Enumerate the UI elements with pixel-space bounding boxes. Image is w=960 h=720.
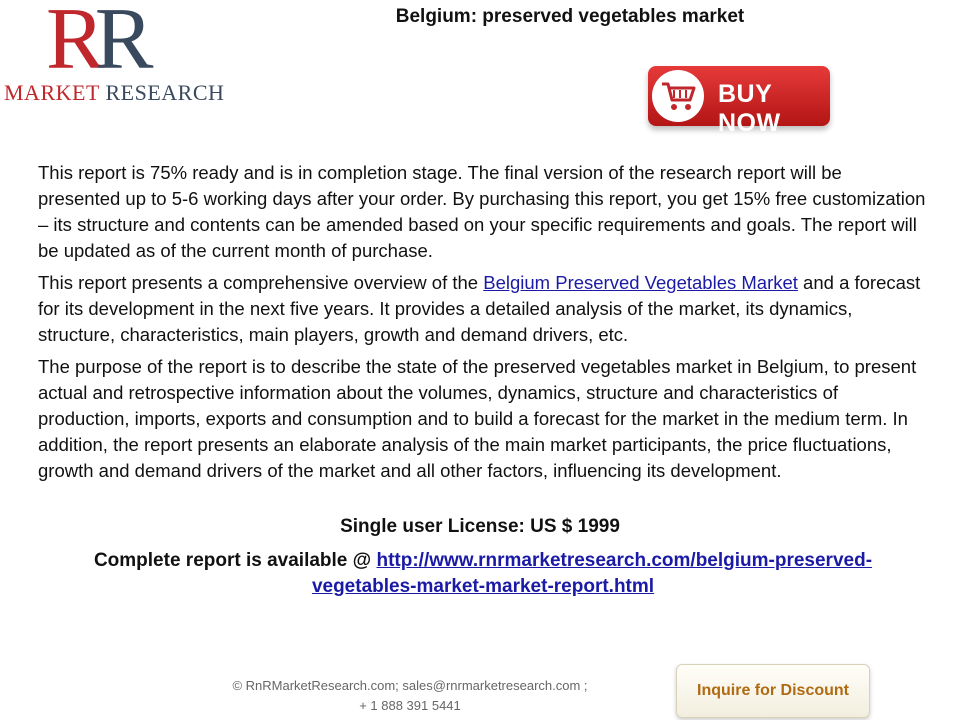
overview-text-start: This report presents a comprehensive overview of the xyxy=(38,272,484,293)
paragraph-overview xyxy=(38,270,928,348)
logo-letter-blue: R xyxy=(94,0,144,88)
paragraph-purpose: The purpose of the report is to describe the state of the preserved vegetables market in Belgium, to present actual and retrospective information about the volumes, dynamics, structure and characteristics of production, imports, exports and consumption and to build a forecast for the market in the medium term. In addition, the report presents an elaborate analysis of the main market participants, the price fluctuations, growth and demand drivers of the market and all other factors, influencing its development. xyxy=(38,356,917,481)
license-price: Single user License: US $ 1999 xyxy=(340,516,620,537)
footer-phone: + 1 888 391 5441 xyxy=(359,698,461,713)
report-url-link[interactable]: http://www.rnrmarketresearch.com/belgium-preserved-vegetables-market-market-report.html xyxy=(311,550,873,597)
inquire-discount-button[interactable]: Inquire for Discount xyxy=(676,664,870,718)
complete-report-label: Complete report is available @ xyxy=(93,550,377,571)
paragraph-readiness: This report is 75% ready and is in completion stage. The final version of the research report will be presented up to 5-6 working days after your order. By purchasing this report, you get 15% free customization – its structure and contents can be amended based on your specific requirements and goals. The report will be updated as of the current month of purchase. xyxy=(38,162,926,261)
buy-now-label: BUY NOW xyxy=(718,80,781,137)
overview-text-end: and a forecast for its development in the next five years. It provides a detailed analysis of the market, its dynamics, structure, characteristics, main players, growth and demand drivers, etc. xyxy=(38,272,921,345)
logo-wordmark xyxy=(4,80,224,106)
buy-now-button[interactable] xyxy=(648,66,830,137)
logo-letter-red: R xyxy=(46,0,95,88)
report-description xyxy=(38,160,928,490)
logo-market: MARKET xyxy=(4,80,100,105)
market-link[interactable]: Belgium Preserved Vegetables Market xyxy=(483,272,798,293)
page-title: Belgium: preserved vegetables market xyxy=(395,6,745,27)
footer-copyright: © RnRMarketResearch.com; sales@rnrmarketresearch.com ; xyxy=(232,678,588,693)
cart-icon xyxy=(652,70,704,122)
logo-research: RESEARCH xyxy=(105,80,225,105)
footer-contact xyxy=(180,676,640,716)
complete-report xyxy=(58,548,908,600)
